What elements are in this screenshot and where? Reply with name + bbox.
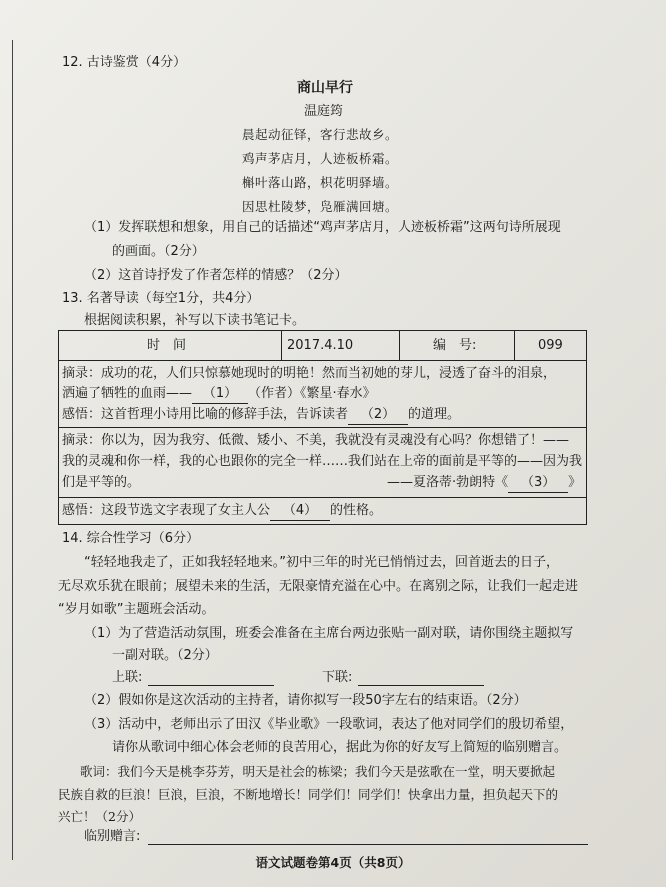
lyrics-line3: 兴亡！（2分） (58, 809, 141, 824)
couplet-upper-field[interactable] (148, 685, 274, 686)
q14-sub3-line1: （3）活动中，老师出示了田汉《毕业歌》一段歌词，表达了他对同学们的殷切希望， (84, 717, 574, 732)
farewell-label: 临别赠言: (84, 829, 141, 844)
q12-sub1-line1: （1）发挥联想和想象，用自己的话描述“鸡声茅店月，人迹板桥霜”这两句诗所展现 (84, 220, 561, 235)
q13-heading: 13. 名著导读（每空1分，共4分） (62, 291, 260, 306)
poem-line-2: 鸡声茅店月，人迹板桥霜。 (242, 151, 399, 166)
card-date: 2017.4.10 (287, 338, 354, 353)
q14-sub2: （2）假如你是这次活动的主持者，请你拟写一段50字左右的结束语。（2分） (84, 693, 527, 708)
card-divider (59, 497, 586, 498)
q14-para-line2: 无尽欢乐犹在眼前；展望未来的生活，无限豪情充溢在心中。在离别之际，让我们一起走进 (58, 579, 579, 594)
reading-note-card (58, 330, 587, 525)
poem-line-3: 槲叶落山路，枳花明驿墙。 (242, 175, 399, 190)
blank-2[interactable]: （2） (348, 406, 408, 425)
card-attribution: ——夏洛蒂·勃朗特《 （3） 》 (387, 474, 581, 493)
blank-1[interactable]: （1） (192, 385, 248, 404)
q14-para-line1: “轻轻地我走了，正如我轻轻地来。”初中三年的时光已悄悄过去，回首逝去的日子， (84, 555, 559, 570)
couplet-upper-label: 上联: (112, 670, 143, 685)
q12-sub2: （2）这首诗抒发了作者怎样的情感？（2分） (84, 268, 348, 283)
card-excerpt2-line1: 摘录：你以为，因为我穷、低微、矮小、不美，我就没有灵魂没有心吗？你想错了！—— (62, 433, 570, 448)
q14-sub1-line2: 一副对联。（2分） (112, 648, 218, 663)
poem-line-1: 晨起动征铎，客行悲故乡。 (242, 127, 399, 142)
binding-margin-line (12, 40, 13, 860)
poem-author: 温庭筠 (304, 104, 344, 119)
card-insight1: 感悟：这首哲理小诗用比喻的修辞手法，告诉读者 （2） 的道理。 (62, 406, 460, 425)
page-footer: 语文试题卷第4页（共8页） (255, 855, 411, 870)
card-number: 099 (538, 338, 563, 353)
q12-heading: 12. 古诗鉴赏（4分） (62, 55, 187, 70)
q14-heading: 14. 综合性学习（6分） (62, 531, 200, 546)
card-excerpt2-line3: 们是平等的。 (62, 475, 141, 490)
q14-sub3-line2: 请你从歌词中细心体会老师的良苦用心，据此为你的好友写上简短的临别赠言。 (112, 740, 568, 755)
couplet-lower-field[interactable] (358, 685, 484, 686)
card-insight2: 感悟：这段节选文字表现了女主人公 （4） 的性格。 (62, 502, 382, 521)
poem-title: 商山早行 (297, 80, 353, 96)
q14-para-line3: “岁月如歌”主题班会活动。 (58, 602, 215, 617)
card-excerpt1-line2: 洒遍了牺牲的血雨—— （1） （作者）《繁星·春水》 (62, 385, 376, 404)
card-excerpt2-line2: 我的灵魂和你一样，我的心也跟你的完全一样……我们站在上帝的面前是平等的——因为我 (62, 454, 583, 469)
q13-intro: 根据阅读积累，补写以下读书笔记卡。 (84, 313, 306, 328)
card-time-label: 时 间 (147, 338, 187, 353)
q14-sub1-line1: （1）为了营造活动氛围，班委会准备在主席台两边张贴一副对联，请你围绕主题拟写 (84, 626, 574, 641)
blank-3[interactable]: （3） (508, 474, 568, 493)
lyrics-line2: 民族自救的巨浪！巨浪，巨浪，不断地增长！同学们！同学们！快拿出力量，担负起天下的 (58, 787, 559, 802)
poem-line-4: 因思杜陵梦，凫雁满回塘。 (242, 199, 399, 214)
lyrics-line1: 歌词：我们今天是桃李芬芳，明天是社会的栋梁；我们今天是弦歌在一堂，明天要掀起 (80, 764, 556, 779)
couplet-lower-label: 下联: (322, 670, 353, 685)
q12-sub1-line2: 的画面。（2分） (112, 244, 205, 259)
card-excerpt1-line1: 摘录：成功的花，人们只惊慕她现时的明艳！然而当初她的芽儿，浸透了奋斗的泪泉， (62, 366, 557, 381)
farewell-field[interactable] (148, 844, 588, 845)
blank-4[interactable]: （4） (270, 502, 330, 521)
card-number-label: 编 号: (433, 338, 477, 353)
